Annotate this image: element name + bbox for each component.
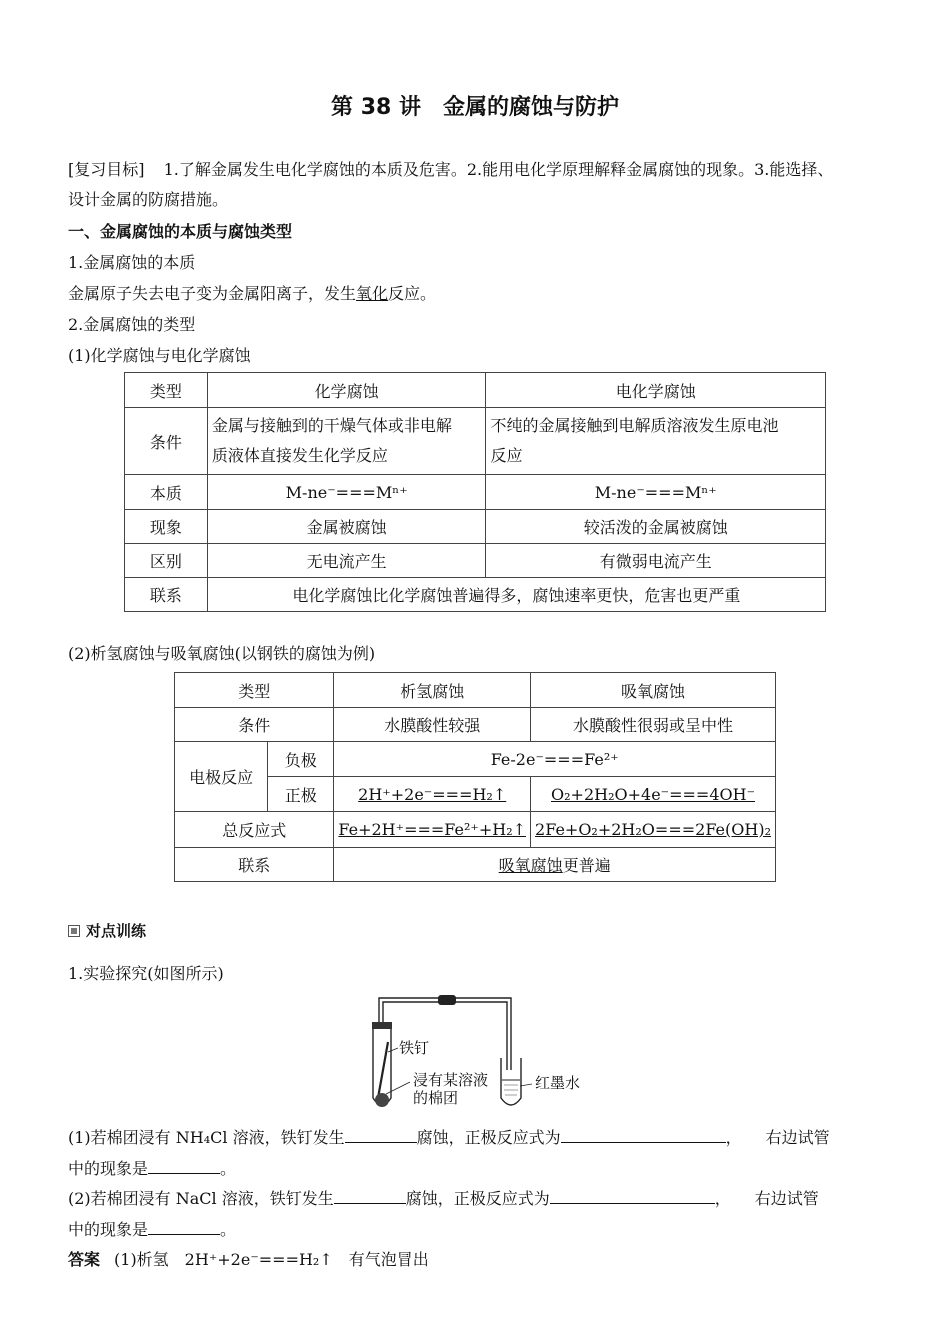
table2-relation-key: 吸氧腐蚀: [498, 856, 563, 875]
q1-2-text-d: 中的现象是: [68, 1220, 149, 1239]
table2-header-type: 类型: [175, 673, 334, 708]
q1-1-text-a: (1)若棉团浸有 NH₄Cl 溶液，铁钉发生: [68, 1128, 345, 1147]
cotton-ball: [375, 1093, 389, 1107]
answer-text: (1)析氢 2H⁺+2e⁻===H₂↑ 有气泡冒出: [114, 1250, 429, 1269]
table1-difference-label: 区别: [125, 544, 208, 578]
nail-label: 铁钉: [399, 1039, 430, 1057]
table1-phenomenon-elec: 较活泼的金属被腐蚀: [486, 510, 826, 544]
answer-label: 答案: [68, 1250, 101, 1269]
table1-essence-elec: M-ne⁻===Mⁿ⁺: [486, 475, 826, 510]
table1-relation-label: 联系: [125, 578, 208, 612]
table1-difference-elec: 有微弱电流产生: [486, 544, 826, 578]
essence-post: 反应。: [388, 284, 437, 303]
q1-2-text-b: 腐蚀，正极反应式为: [405, 1189, 550, 1208]
table1-condition-elec: [486, 408, 826, 475]
table1-phenomenon-label: 现象: [125, 510, 208, 544]
objectives-text-2: 设计金属的防腐措施。: [68, 190, 229, 209]
iron-nail: [378, 1042, 388, 1098]
table2-header-h: 析氢腐蚀: [334, 673, 531, 708]
section-heading-1: 一、金属腐蚀的本质与腐蚀类型: [68, 222, 293, 241]
table1-header-elec: 电化学腐蚀: [486, 373, 826, 408]
table2-electrode-label: 电极反应: [175, 742, 268, 812]
left-stopper: [372, 1022, 392, 1029]
ink-leader: [520, 1084, 532, 1086]
table2-condition-h: 水膜酸性较强: [334, 708, 531, 742]
training-heading-text: 对点训练: [86, 922, 147, 940]
table1-relation-text: 电化学腐蚀比化学腐蚀普遍得多，腐蚀速率更快，危害也更严重: [207, 578, 825, 612]
ink-label: 红墨水: [535, 1074, 581, 1092]
table2-positive-h: 2H⁺+2e⁻===H₂↑: [334, 777, 531, 812]
table1-condition-chem: [207, 408, 486, 475]
table2-relation-label: 联系: [175, 848, 334, 882]
q1-1-blank-equation[interactable]: [561, 1128, 726, 1143]
table2-relation-text: [334, 848, 776, 882]
cotton-leader: [386, 1082, 410, 1094]
q1-2-text-c: ， 右边试管: [714, 1189, 819, 1208]
table2-total-h: Fe+2H⁺===Fe²⁺+H₂↑: [334, 812, 531, 848]
question-1-1-line-1: [68, 1125, 830, 1148]
table2-header-o: 吸氧腐蚀: [531, 673, 776, 708]
essence-key: 氧化: [356, 284, 389, 303]
training-heading: [68, 920, 146, 941]
table2-condition-label: 条件: [175, 708, 334, 742]
nail-leader: [388, 1048, 398, 1052]
table2-positive-o: O₂+2H₂O+4e⁻===4OH⁻: [531, 777, 776, 812]
page-title: 第 38 讲 金属的腐蚀与防护: [331, 95, 619, 120]
cotton-label-2: 的棉团: [413, 1089, 459, 1107]
table1-phenomenon-chem: 金属被腐蚀: [207, 510, 486, 544]
table2-total-label: 总反应式: [175, 812, 334, 848]
section-square-icon: [68, 925, 80, 937]
tube-clamp: [438, 995, 456, 1005]
connecting-tube-inner: [383, 1002, 507, 1070]
table1-condition-label: 条件: [125, 408, 208, 475]
q1-2-text-e: 。: [220, 1220, 237, 1239]
q1-1-blank-phenomenon[interactable]: [148, 1159, 220, 1174]
table1-essence-chem: M-ne⁻===Mⁿ⁺: [207, 475, 486, 510]
sub-heading-h-vs-o: (2)析氢腐蚀与吸氧腐蚀(以钢铁的腐蚀为例): [68, 644, 376, 663]
q1-2-blank-equation[interactable]: [550, 1189, 715, 1204]
question-1-1-line-2: [68, 1156, 236, 1179]
q1-1-blank-type[interactable]: [345, 1128, 417, 1143]
q1-1-text-b: 腐蚀，正极反应式为: [416, 1128, 561, 1147]
q1-2-blank-type[interactable]: [334, 1189, 406, 1204]
question-1-2-line-1: [68, 1186, 819, 1209]
objectives-label: [复习目标]: [68, 160, 145, 179]
sub-heading-essence: 1.金属腐蚀的本质: [68, 253, 196, 272]
connecting-tube: [379, 998, 511, 1070]
experiment-figure: [360, 990, 600, 1115]
q1-1-text-c: ， 右边试管: [725, 1128, 830, 1147]
table2-condition-o: 水膜酸性很弱或呈中性: [531, 708, 776, 742]
table1-condition-chem-line2: 质液体直接发生化学反应: [211, 446, 388, 465]
objectives-line-1: [68, 157, 833, 180]
question-1-2-line-2: [68, 1217, 236, 1240]
essence-pre: 金属原子失去电子变为金属阳离子，发生: [68, 284, 357, 303]
objectives-text-1: 1.了解金属发生电化学腐蚀的本质及危害。2.能用电化学原理解释金属腐蚀的现象。3.能选择、: [163, 160, 834, 179]
table1-essence-label: 本质: [125, 475, 208, 510]
sub-heading-types: 2.金属腐蚀的类型: [68, 315, 196, 334]
answer-line: [68, 1247, 429, 1270]
table1-condition-elec-line2: 反应: [490, 446, 523, 465]
table1-difference-chem: 无电流产生: [207, 544, 486, 578]
table-chem-vs-elec: [124, 372, 826, 612]
table-h-vs-o: [174, 672, 776, 882]
table1-header-chem: 化学腐蚀: [207, 373, 486, 408]
sub-heading-chem-vs-elec: (1)化学腐蚀与电化学腐蚀: [68, 346, 251, 365]
q1-2-text-a: (2)若棉团浸有 NaCl 溶液，铁钉发生: [68, 1189, 334, 1208]
question-1-intro: 1.实验探究(如图所示): [68, 964, 224, 983]
essence-sentence: [68, 281, 436, 304]
table2-positive-label: 正极: [268, 777, 334, 812]
q1-1-text-e: 。: [220, 1159, 237, 1178]
table2-negative-label: 负极: [268, 742, 334, 777]
table1-condition-chem-line1: 金属与接触到的干燥气体或非电解: [211, 416, 452, 435]
table2-negative-text: Fe-2e⁻===Fe²⁺: [334, 742, 776, 777]
table2-relation-post: 更普遍: [562, 856, 611, 875]
table1-condition-elec-line1: 不纯的金属接触到电解质溶液发生原电池: [490, 416, 779, 435]
q1-2-blank-phenomenon[interactable]: [148, 1220, 220, 1235]
table1-header-type: 类型: [125, 373, 208, 408]
q1-1-text-d: 中的现象是: [68, 1159, 149, 1178]
cotton-label-1: 浸有某溶液: [413, 1071, 489, 1089]
table2-total-o: 2Fe+O₂+2H₂O===2Fe(OH)₂: [531, 812, 776, 848]
